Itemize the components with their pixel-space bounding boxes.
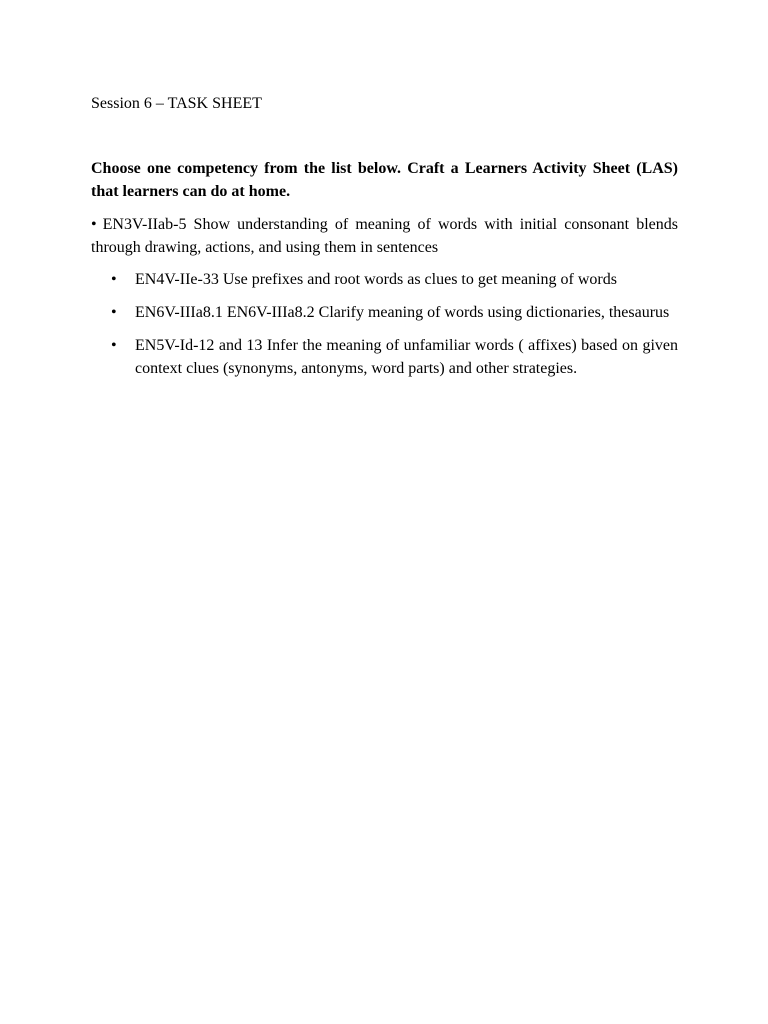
competency-item-4 (91, 334, 678, 380)
page-title: Session 6 – TASK SHEET (91, 95, 262, 112)
competency-item-1 (91, 213, 678, 259)
competency-text: EN4V-IIe-33 Use prefixes and root words as clues to get meaning of words (135, 271, 617, 288)
competency-text: EN3V-IIab-5 Show understanding of meaning of words with initial consonant blends through drawing, actions, and using them in sentences (91, 216, 678, 256)
bullet-icon: • (91, 216, 97, 233)
competency-list (91, 268, 678, 390)
competency-item-3 (91, 301, 678, 324)
competency-text: EN6V-IIIa8.1 EN6V-IIIa8.2 Clarify meaning of words using dictionaries, thesaurus (135, 304, 670, 321)
bullet-icon: • (111, 337, 117, 354)
bullet-icon: • (111, 304, 117, 321)
competency-item-2 (91, 268, 678, 291)
task-instructions: Choose one competency from the list below. Craft a Learners Activity Sheet (LAS) that learners can do at home. (91, 160, 678, 200)
bullet-icon: • (111, 271, 117, 288)
competency-text: EN5V-Id-12 and 13 Infer the meaning of unfamiliar words ( affixes) based on given context clues (synonyms, antonyms, word parts) and other strategies. (135, 337, 678, 377)
